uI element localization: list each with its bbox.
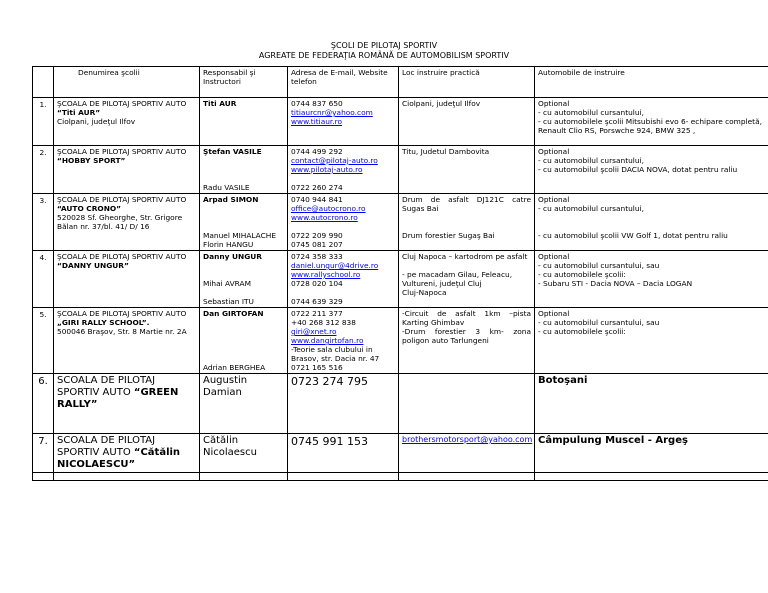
cars-secondary: - cu automobilul şcolii VW Golf 1, dotat pentru raliu xyxy=(538,231,728,240)
school-name: „GIRI RALLY SCHOOL”. xyxy=(57,318,150,327)
responsible-main: Ştefan VASILE xyxy=(203,147,262,156)
location-cell xyxy=(399,434,535,473)
website-link[interactable]: www.rallyschool.ro xyxy=(291,270,361,279)
phone: 0724 358 333 xyxy=(291,252,343,261)
email-link[interactable]: contact@pilotaj-auto.ro xyxy=(291,156,378,165)
header-num-cell xyxy=(33,67,54,98)
phone: 0728 020 104 xyxy=(291,279,343,288)
cars-cell: Optional - cu automobilul cursantului, sau - cu automobilele şcolii: - Subaru STI - Dacia NOVA – Dacia LOGAN xyxy=(535,251,768,308)
contact-cell: 0723 274 795 xyxy=(288,374,399,434)
contact-cell xyxy=(288,146,399,194)
responsible-instructor: Radu VASILE xyxy=(203,183,250,192)
header-location: Loc instruire practică xyxy=(399,67,535,98)
responsible-instructor: Mihai AVRAM xyxy=(203,279,251,288)
responsible-instructor: Sebastian ITU xyxy=(203,297,254,306)
school-cell xyxy=(54,194,200,251)
location-cell: -Circuit de asfalt 1km –pista Karting Ghimbav -Drum forestier 3 km- zona poligon auto Tarlungeni xyxy=(399,308,535,374)
website-link[interactable]: www.dangirtofan.ro xyxy=(291,336,364,345)
table-row xyxy=(33,146,768,194)
phone: 0722 209 990 xyxy=(291,231,343,240)
responsible-instructor: Adrian BERGHEA xyxy=(203,363,266,372)
row-number: 3. xyxy=(33,194,54,251)
school-prefix: SCOALA DE PILOTAJ SPORTIV AUTO xyxy=(57,375,156,398)
city-cell: Botoşani xyxy=(535,374,768,434)
contact-cell xyxy=(288,98,399,146)
responsible-main: Titi AUR xyxy=(203,99,237,108)
school-cell xyxy=(54,251,200,308)
row-number: 5. xyxy=(33,308,54,374)
empty-cell xyxy=(399,473,535,481)
row-number: 2. xyxy=(33,146,54,194)
empty-cell xyxy=(33,473,54,481)
school-cell xyxy=(54,146,200,194)
phone: 0740 944 841 xyxy=(291,195,343,204)
responsible-main: Dan GIRTOFAN xyxy=(203,309,264,318)
location-cell xyxy=(399,251,535,308)
table-row xyxy=(33,374,768,434)
responsible-cell xyxy=(200,146,288,194)
school-name: “Titi AUR” xyxy=(57,108,101,117)
location-tertiary: Cluj-Napoca xyxy=(402,288,447,297)
header-contact: Adresa de E-mail, Website telefon xyxy=(288,67,399,98)
responsible-cell xyxy=(200,251,288,308)
phone: 0744 499 292 xyxy=(291,147,343,156)
school-prefix: ŞCOALA DE PILOTAJ SPORTIV AUTO xyxy=(57,99,187,108)
school-address: 520028 Sf. Gheorghe, Str. Grigore Bălan nr. 37/bl. 41/ D/ 16 xyxy=(57,213,183,231)
location-secondary: - pe macadam Gilau, Feleacu, Vultureni, judeţul Cluj xyxy=(402,270,513,288)
email-link[interactable]: brothersmotorsport@yahoo.com xyxy=(402,435,533,444)
table-row xyxy=(33,251,768,308)
school-address: Ciolpani, judeţul Ilfov xyxy=(57,117,136,126)
location-cell: Ciolpani, judeţul Ilfov xyxy=(399,98,535,146)
empty-cell xyxy=(200,473,288,481)
school-cell xyxy=(54,308,200,374)
email-link[interactable]: daniel.ungur@4drive.ro xyxy=(291,261,379,270)
responsible-main: Arpad SIMON xyxy=(203,195,259,204)
contact-cell xyxy=(288,251,399,308)
table-row-empty xyxy=(33,473,768,481)
header-school: Denumirea şcolii xyxy=(54,67,200,98)
responsible-cell: Augustin Damian xyxy=(200,374,288,434)
cars-cell: Optional - cu automobilul cursantului, sau - cu automobilele şcolii: xyxy=(535,308,768,374)
address: -Teorie sala clubului in Brasov, str. Dacia nr. 47 xyxy=(291,345,380,363)
table-row xyxy=(33,308,768,374)
responsible-cell xyxy=(200,308,288,374)
website-link[interactable]: www.autocrono.ro xyxy=(291,213,358,222)
school-name: “AUTO CRONO” xyxy=(57,204,122,213)
phone: 0722 211 377 xyxy=(291,309,343,318)
email-link[interactable]: titiaurcnr@yahoo.com xyxy=(291,108,373,117)
header-line-2: AGREATE DE FEDERAŢIA ROMÂNĂ DE AUTOMOBILISM SPORTIV xyxy=(258,51,510,60)
schools-table xyxy=(32,66,768,481)
responsible-cell xyxy=(200,98,288,146)
row-number: 4. xyxy=(33,251,54,308)
header-cars: Automobile de instruire xyxy=(535,67,768,98)
row-number: 7. xyxy=(33,434,54,473)
responsible-instructor: Manuel MIHALACHE xyxy=(203,231,276,240)
responsible-main: Danny UNGUR xyxy=(203,252,262,261)
website-link[interactable]: www.pilotaj-auto.ro xyxy=(291,165,363,174)
school-prefix: ŞCOALA DE PILOTAJ SPORTIV AUTO xyxy=(57,309,187,318)
location-primary: Drum de asfalt DJ121C catre Sugas Bai xyxy=(402,195,531,213)
location-primary: Cluj Napoca – kartodrom pe asfalt xyxy=(402,252,528,261)
phone: 0745 081 207 xyxy=(291,240,343,249)
school-prefix: ŞCOALA DE PILOTAJ SPORTIV AUTO xyxy=(57,147,187,156)
location-secondary: Drum forestier Sugaş Bai xyxy=(402,231,495,240)
phone: 0744 639 329 xyxy=(291,297,343,306)
email-link[interactable]: office@autocrono.ro xyxy=(291,204,366,213)
responsible-instructor: Florin HANGU xyxy=(203,240,254,249)
cars-primary: Optional - cu automobilul cursantului, xyxy=(538,195,644,213)
empty-cell xyxy=(535,473,768,481)
school-name: “HOBBY SPORT” xyxy=(57,156,126,165)
phone: 0744 837 650 xyxy=(291,99,343,108)
email-link[interactable]: giri@xnet.ro xyxy=(291,327,337,336)
cars-cell xyxy=(535,194,768,251)
row-number: 6. xyxy=(33,374,54,434)
location-cell xyxy=(399,194,535,251)
header-line-1: ŞCOLI DE PILOTAJ SPORTIV xyxy=(330,41,438,50)
city-cell: Câmpulung Muscel - Argeş xyxy=(535,434,768,473)
empty-cell xyxy=(288,473,399,481)
phone: 0722 260 274 xyxy=(291,183,343,192)
contact-cell: 0745 991 153 xyxy=(288,434,399,473)
school-name: “Cătălin NICOLAESCU” xyxy=(57,447,181,470)
school-prefix: ŞCOALA DE PILOTAJ SPORTIV AUTO xyxy=(57,195,187,204)
table-header-row xyxy=(33,67,768,98)
school-prefix: ŞCOALA DE PILOTAJ SPORTIV AUTO xyxy=(57,252,187,261)
school-address: 500046 Braşov, Str. 8 Martie nr. 2A xyxy=(57,327,187,336)
school-name: “GREEN RALLY” xyxy=(57,387,179,410)
table-row xyxy=(33,98,768,146)
school-prefix: SCOALA DE PILOTAJ SPORTIV AUTO xyxy=(57,435,156,458)
cars-cell: Optional - cu automobilul cursantului, - cu automobilele şcolii Mitsubishi evo 6- echipare completă, Renault Clio RS, Porswche 924, BMW 325 , xyxy=(535,98,768,146)
responsible-cell: Cătălin Nicolaescu xyxy=(200,434,288,473)
table-row xyxy=(33,194,768,251)
row-number: 1. xyxy=(33,98,54,146)
header-responsible: Responsabil şi Instructori xyxy=(200,67,288,98)
school-cell xyxy=(54,98,200,146)
location-cell: Titu, Judetul Dambovita xyxy=(399,146,535,194)
phone: 0721 165 516 xyxy=(291,363,343,372)
school-name: “DANNY UNGUR” xyxy=(57,261,129,270)
responsible-cell xyxy=(200,194,288,251)
website-link[interactable]: www.titiaur.ro xyxy=(291,117,343,126)
school-cell xyxy=(54,374,200,434)
contact-cell xyxy=(288,308,399,374)
location-cell xyxy=(399,374,535,434)
document-header xyxy=(0,41,768,61)
contact-cell xyxy=(288,194,399,251)
table-row xyxy=(33,434,768,473)
cars-cell: Optional - cu automobilul cursantului, - cu automobilul şcolii DACIA NOVA, dotat pentru raliu xyxy=(535,146,768,194)
empty-cell xyxy=(54,473,200,481)
phone: +40 268 312 838 xyxy=(291,318,356,327)
school-cell xyxy=(54,434,200,473)
